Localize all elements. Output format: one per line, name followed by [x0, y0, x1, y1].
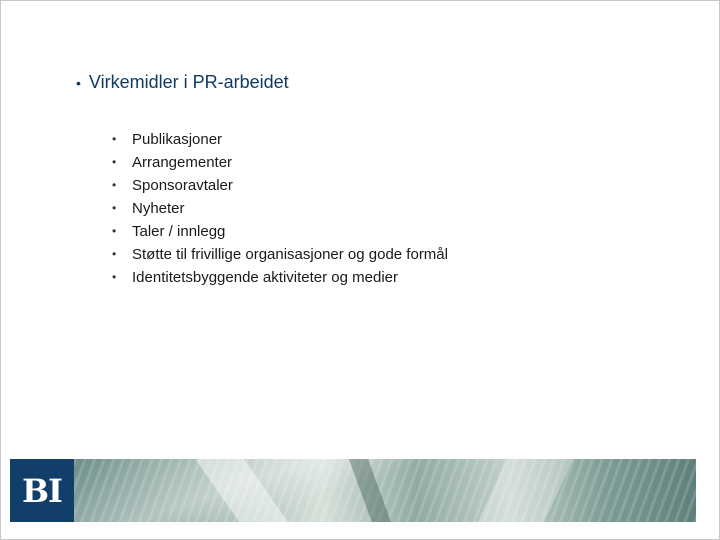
bi-logo [10, 459, 74, 522]
bullet-icon: • [76, 74, 81, 91]
list-item: • Støtte til frivillige organisasjoner og gode formål [112, 243, 448, 266]
list-item: • Taler / innlegg [112, 220, 448, 243]
bullet-icon: • [112, 132, 117, 146]
bullet-list [112, 128, 448, 289]
bullet-icon: • [112, 270, 117, 284]
bullet-icon: • [112, 201, 117, 215]
bullet-icon: • [112, 178, 117, 192]
architecture-photo [74, 459, 696, 522]
list-item: • Publikasjoner [112, 128, 448, 151]
logo-text: BI [21, 471, 62, 510]
bullet-icon: • [112, 155, 117, 169]
bullet-icon: • [112, 247, 117, 261]
footer-band [10, 459, 696, 522]
list-item: • Identitetsbyggende aktiviteter og medier [112, 266, 448, 289]
heading-text: Virkemidler i PR-arbeidet [88, 72, 289, 92]
slide-heading [76, 72, 289, 93]
bullet-icon: • [112, 224, 117, 238]
list-item: • Sponsoravtaler [112, 174, 448, 197]
list-item: • Arrangementer [112, 151, 448, 174]
list-item: • Nyheter [112, 197, 448, 220]
